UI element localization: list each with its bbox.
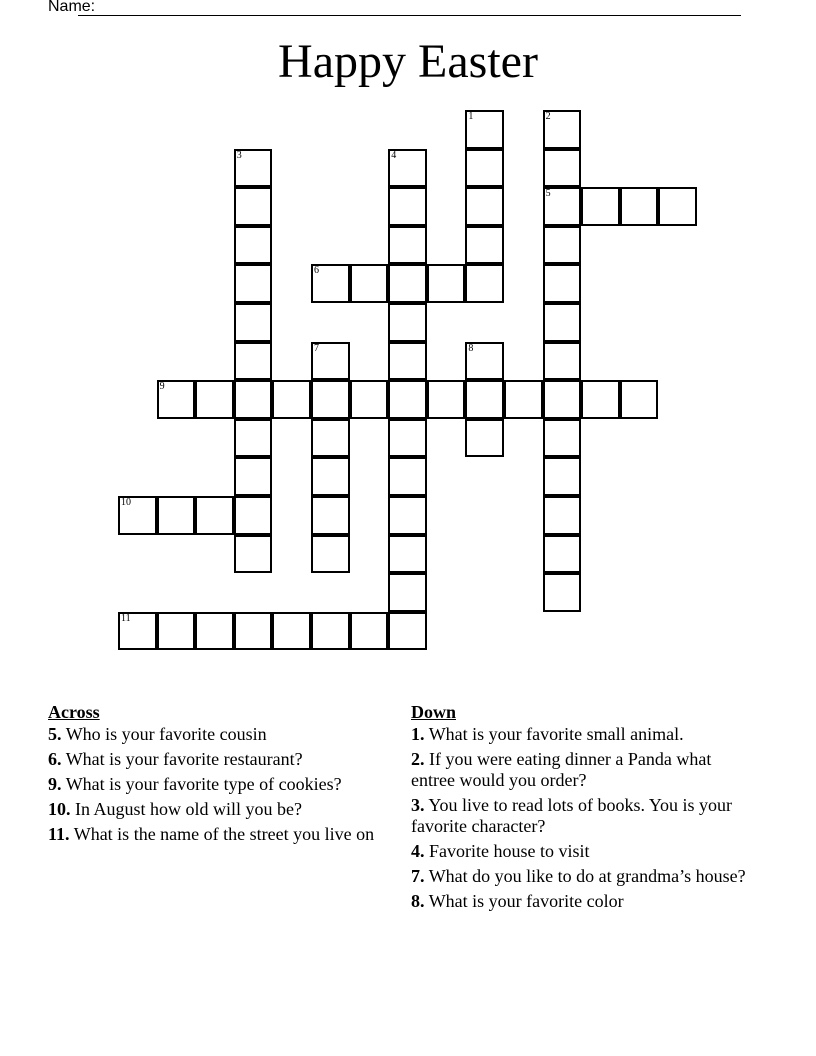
- clue-item: [48, 724, 388, 745]
- crossword-cell[interactable]: [388, 457, 427, 496]
- crossword-cell[interactable]: [311, 535, 350, 574]
- clue-text: You live to read lots of books. You is your favorite character?: [411, 795, 733, 836]
- crossword-cell[interactable]: [350, 264, 389, 303]
- clue-item: [411, 749, 751, 791]
- crossword-cell[interactable]: [543, 264, 582, 303]
- clue-number: 1.: [411, 724, 425, 744]
- crossword-cell[interactable]: [465, 342, 504, 381]
- crossword-cell[interactable]: [543, 535, 582, 574]
- crossword-cell[interactable]: [234, 496, 273, 535]
- clue-number: 6: [314, 265, 319, 277]
- down-heading: Down: [411, 702, 457, 722]
- crossword-cell[interactable]: [234, 457, 273, 496]
- crossword-cell[interactable]: [465, 380, 504, 419]
- crossword-cell[interactable]: [234, 342, 273, 381]
- clue-item: [411, 841, 751, 862]
- clue-number: 10.: [48, 799, 71, 819]
- crossword-cell[interactable]: [311, 612, 350, 651]
- crossword-cell[interactable]: [234, 612, 273, 651]
- crossword-cell[interactable]: [543, 110, 582, 149]
- crossword-cell[interactable]: [234, 226, 273, 265]
- crossword-cell[interactable]: [350, 612, 389, 651]
- clue-number: 5: [545, 188, 551, 200]
- crossword-cell[interactable]: [234, 187, 273, 226]
- crossword-cell[interactable]: [118, 496, 157, 535]
- crossword-cell[interactable]: [465, 149, 504, 188]
- crossword-cell[interactable]: [465, 419, 504, 458]
- crossword-cell[interactable]: [311, 342, 350, 381]
- crossword-cell[interactable]: [543, 380, 582, 419]
- clue-text: Favorite house to visit: [429, 841, 590, 861]
- crossword-cell[interactable]: [388, 612, 427, 651]
- clue-item: [48, 774, 388, 795]
- across-heading: Across: [48, 702, 100, 722]
- clue-text: What is the name of the street you live on: [73, 824, 375, 844]
- crossword-cell[interactable]: [118, 612, 157, 651]
- page-title: Happy Easter: [278, 35, 538, 88]
- clue-number: 4: [391, 149, 397, 161]
- crossword-cell[interactable]: [388, 187, 427, 226]
- crossword-cell[interactable]: [543, 303, 582, 342]
- crossword-cell[interactable]: [195, 496, 234, 535]
- clue-text: In August how old will you be?: [75, 799, 302, 819]
- crossword-cell[interactable]: [543, 457, 582, 496]
- clue-number: 5.: [48, 724, 62, 744]
- clue-text: If you were eating dinner a Panda what entree would you order?: [411, 749, 712, 790]
- crossword-cell[interactable]: [388, 419, 427, 458]
- crossword-cell[interactable]: [465, 264, 504, 303]
- crossword-cell[interactable]: [311, 419, 350, 458]
- clue-number: 7: [314, 342, 319, 354]
- crossword-cell[interactable]: [272, 380, 311, 419]
- clue-number: 3.: [411, 795, 425, 815]
- clue-item: [411, 724, 751, 745]
- crossword-cell[interactable]: [311, 496, 350, 535]
- crossword-cell[interactable]: [311, 264, 350, 303]
- clue-number: 9.: [48, 774, 62, 794]
- crossword-cell[interactable]: [543, 226, 582, 265]
- crossword-cell[interactable]: [427, 380, 466, 419]
- clue-number: 8.: [411, 891, 425, 911]
- clue-number: 7.: [411, 866, 425, 886]
- clue-number: 6.: [48, 749, 62, 769]
- crossword-cell[interactable]: [157, 380, 196, 419]
- crossword-cell[interactable]: [388, 496, 427, 535]
- clue-number: 11.: [48, 824, 70, 844]
- crossword-cell[interactable]: [504, 380, 543, 419]
- clue-item: [48, 799, 388, 820]
- crossword-cell[interactable]: [234, 149, 273, 188]
- name-label: Name:: [48, 0, 96, 15]
- clue-text: Who is your favorite cousin: [65, 724, 267, 744]
- across-clues: [48, 702, 388, 849]
- crossword-cell[interactable]: [195, 612, 234, 651]
- crossword-cell[interactable]: [234, 535, 273, 574]
- clue-item: [411, 866, 751, 887]
- crossword-cell[interactable]: [234, 419, 273, 458]
- clue-number: 3: [236, 149, 242, 161]
- clue-text: What is your favorite type of cookies?: [65, 774, 342, 794]
- crossword-cell[interactable]: [543, 342, 582, 381]
- clue-text: What do you like to do at grandma’s house?: [428, 866, 746, 886]
- clue-number: 1: [468, 111, 474, 122]
- crossword-cell[interactable]: [543, 496, 582, 535]
- crossword-cell[interactable]: [234, 303, 273, 342]
- crossword-cell[interactable]: [234, 380, 273, 419]
- crossword-cell[interactable]: [465, 110, 504, 149]
- clue-text: What is your favorite small animal.: [428, 724, 684, 744]
- clue-number: 4.: [411, 841, 425, 861]
- clue-item: [48, 824, 388, 845]
- down-clues: [411, 702, 751, 916]
- crossword-cell[interactable]: [388, 573, 427, 612]
- crossword-cell[interactable]: [195, 380, 234, 419]
- crossword-cell[interactable]: [427, 264, 466, 303]
- clue-number: 8: [468, 342, 474, 354]
- clue-text: What is your favorite restaurant?: [65, 749, 303, 769]
- crossword-cell[interactable]: [157, 496, 196, 535]
- crossword-cell[interactable]: [543, 573, 582, 612]
- crossword-cell[interactable]: [658, 187, 697, 226]
- crossword-cell[interactable]: [311, 457, 350, 496]
- crossword-cell[interactable]: [388, 264, 427, 303]
- name-input-line[interactable]: [78, 15, 741, 16]
- clue-item: [411, 795, 751, 837]
- clue-number: 2: [545, 111, 551, 122]
- crossword-cell[interactable]: [350, 380, 389, 419]
- crossword-cell[interactable]: [465, 226, 504, 265]
- clue-number: 2.: [411, 749, 425, 769]
- crossword-cell[interactable]: [234, 264, 273, 303]
- crossword-cell[interactable]: [388, 342, 427, 381]
- crossword-cell[interactable]: [543, 149, 582, 188]
- crossword-cell[interactable]: [311, 380, 350, 419]
- crossword-cell[interactable]: [272, 612, 311, 651]
- crossword-cell[interactable]: [388, 226, 427, 265]
- crossword-cell[interactable]: [388, 535, 427, 574]
- clue-item: [48, 749, 388, 770]
- crossword-cell[interactable]: [581, 187, 620, 226]
- clue-text: What is your favorite color: [428, 891, 624, 911]
- clue-item: [411, 891, 751, 912]
- crossword-cell[interactable]: [157, 612, 196, 651]
- crossword-cell[interactable]: [543, 187, 582, 226]
- crossword-cell[interactable]: [620, 187, 659, 226]
- clue-number: 11: [121, 612, 131, 624]
- crossword-cell[interactable]: [388, 380, 427, 419]
- crossword-cell[interactable]: [465, 187, 504, 226]
- crossword-cell[interactable]: [620, 380, 659, 419]
- clue-number: 10: [121, 497, 131, 508]
- clue-number: 9: [159, 381, 165, 393]
- crossword-cell[interactable]: [543, 419, 582, 458]
- crossword-cell[interactable]: [388, 149, 427, 188]
- crossword-cell[interactable]: [388, 303, 427, 342]
- crossword-cell[interactable]: [581, 380, 620, 419]
